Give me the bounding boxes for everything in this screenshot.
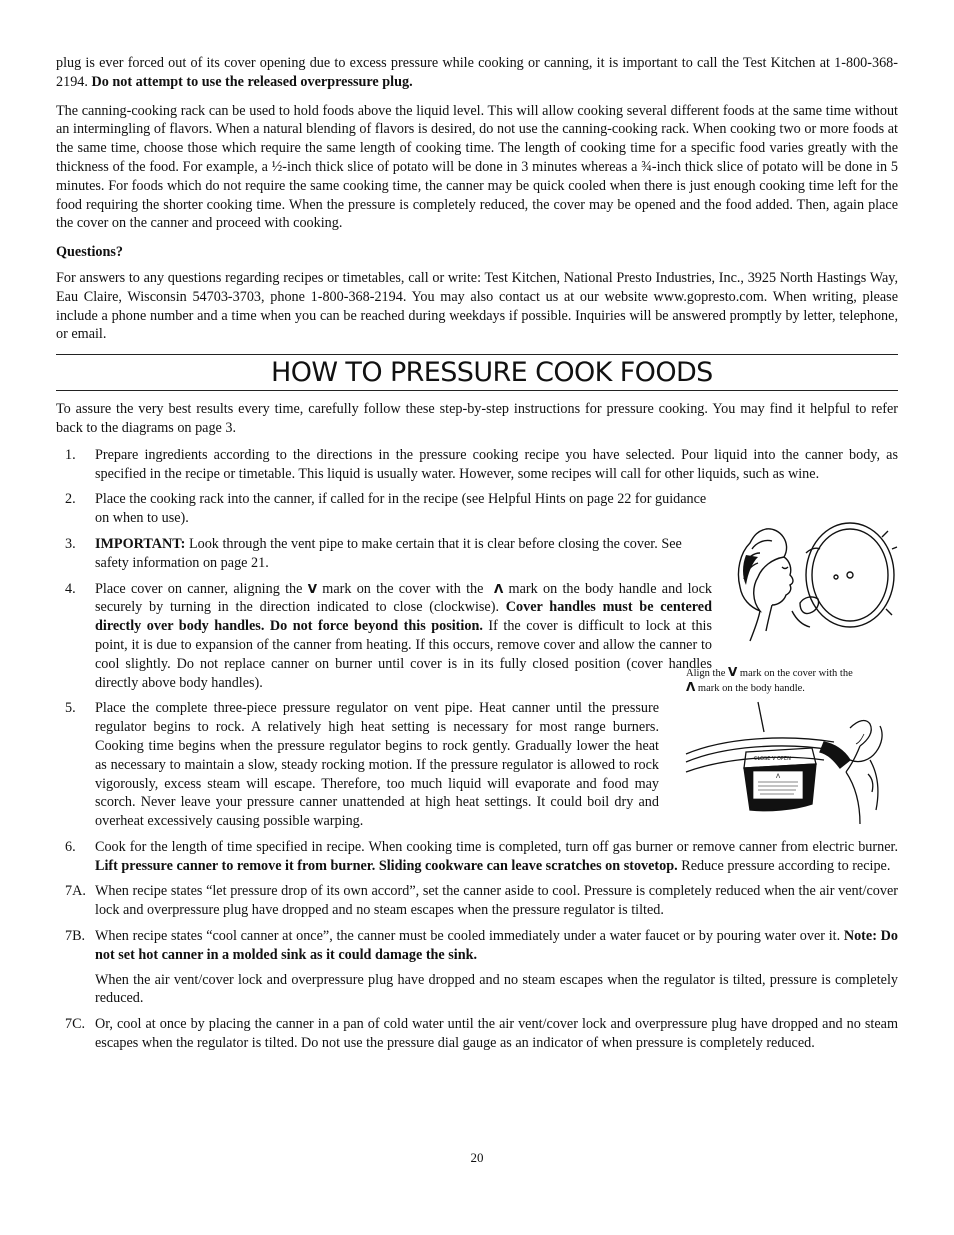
step-7c: 7C. Or, cool at once by placing the canner in a pan of cold water until the air vent/cover lock and overpressure plug have dropped and no steam escapes when the regulator is tilted. Do not use the pressure dial gauge as an indicator of when pressure is completely reduced. — [65, 1016, 898, 1052]
cover-alignment-illustration — [684, 664, 898, 826]
step-2: 2. Place the cooking rack into the canner, if called for in the recipe (see Helpful Hints on page 22 for guidance on when to use). — [65, 491, 707, 527]
questions-heading: Questions? — [56, 244, 124, 261]
svg-text:CLOSE V OPEN: CLOSE V OPEN — [754, 756, 791, 762]
step-4: 4. Place cover on canner, aligning the V mark on the cover with the Λ mark on the body handle and lock securely by turning in the direction indicated to close (clockwise). Cover handles must be centered directly over body handles. Do not force beyond this position. If the cover is difficult to lock at this point, it is due to expansion of the canner from heating. If this occurs, remove cover and allow the canner to cool slightly. Do not replace canner on burner until cover is in its fully closed position (cover handles directly above body handles). — [65, 580, 712, 691]
questions-paragraph: For answers to any questions regarding recipes or timetables, call or write: Test Kitchen, National Presto Industries, Inc., 3925 North Hastings Way, Eau Claire, Wisconsin 54703-3703, phone 1-800-368-2194. You may also contact us at our website www.gopresto.com. When writing, please include a phone number and a time when you can be reached during weekdays if possible. Inquiries will be answered promptly by letter, telephone, or email. — [56, 269, 898, 343]
step-6: 6. Cook for the length of time specified in recipe. When cooking time is completed, turn off gas burner or remove canner from electric burner. Lift pressure canner to remove it from burner. Sliding cookware can leave scratches on stovetop. Reduce pressure according to recipe. — [65, 838, 898, 874]
step-1: 1. Prepare ingredients according to the directions in the pressure cooking recipe you have selected. Pour liquid into the canner body, as specified in the recipe or timetable. This liquid is usually water. However, some recipes will call for other liquids, such as wine. — [65, 446, 898, 482]
svg-text:Λ: Λ — [776, 773, 781, 780]
step-3: 3. IMPORTANT: Look through the vent pipe to make certain that it is clear before closing the cover. See safety information on page 21. — [65, 535, 682, 571]
intro-paragraph-1: plug is ever forced out of its cover opening due to excess pressure while cooking or canning, it is important to call the Test Kitchen at 1-800-368-2194. Do not attempt to use the released overpressure plug. — [56, 55, 898, 90]
step-7b: 7B. When recipe states “cool canner at once”, the canner must be cooled immediately under a water faucet or by pouring water over it. Note: Do not set hot canner in a molded sink as it could damage the sink. — [65, 928, 898, 963]
step-5: 5. Place the complete three-piece pressure regulator on vent pipe. Heat canner until the pressure regulator begins to rock. A relatively high heat setting is necessary for most range burners. Cooking time begins when the pressure regulator begins to rock gently. Gradually lower the heat as necessary to maintain a slow, steady rocking motion. If the pressure regulator is allowed to rock vigorously, excess steam will escape. Therefore, too much liquid will evaporate and food may scorch. Never leave your pressure canner unattended at high heat settings. It could boil dry and overheat excessively causing possible warping. — [65, 700, 659, 830]
section-title: HOW TO PRESSURE COOK FOODS — [271, 357, 713, 389]
intro-paragraph-2: The canning-cooking rack can be used to hold foods above the liquid level. This will allow cooking several different foods at the same time without an intermingling of flavors. When a natural blending of flavors is desired, do not use the canning-cooking rack. When cooking two or more foods at the same time, choose those which require the same length of cooking time. The length of cooking time for a specific food varies greatly with the thickness of the food. For example, a ½-inch thick slice of potato will be done in 3 minutes whereas a ¾-inch thick slice of potato will be done in 5 minutes. For foods which do not require the same cooking time, the canner may be quick cooled when there is just enough cooking time left for the food requiring the shorter cooking time. When the pressure is completely reduced, the cover may be opened and the food added. Then, again place the cover on the canner and proceed with cooking. — [56, 102, 898, 232]
step-7a: 7A. When recipe states “let pressure drop of its own accord”, set the canner aside to cool. Pressure is completely reduced when the air vent/cover lock and overpressure plug have dropped and no steam escapes when the pressure regulator is tilted. — [65, 883, 898, 919]
section-heading-box — [56, 354, 898, 391]
page-content — [56, 54, 898, 1165]
section-intro: To assure the very best results every time, carefully follow these step-by-step instructions for pressure cooking. You may find it helpful to refer back to the diagrams on page 3. — [56, 401, 898, 436]
step-7b-paragraph-2: When the air vent/cover lock and overpressure plug have dropped and no steam escapes when the regulator is tilted, pressure is completely reduced. — [95, 971, 898, 1007]
page-number: 20 — [470, 1150, 484, 1165]
woman-looking-through-vent-illustration — [732, 513, 898, 645]
figure-caption: Align the V mark on the cover with the Λ mark on the body handle. — [686, 665, 853, 694]
